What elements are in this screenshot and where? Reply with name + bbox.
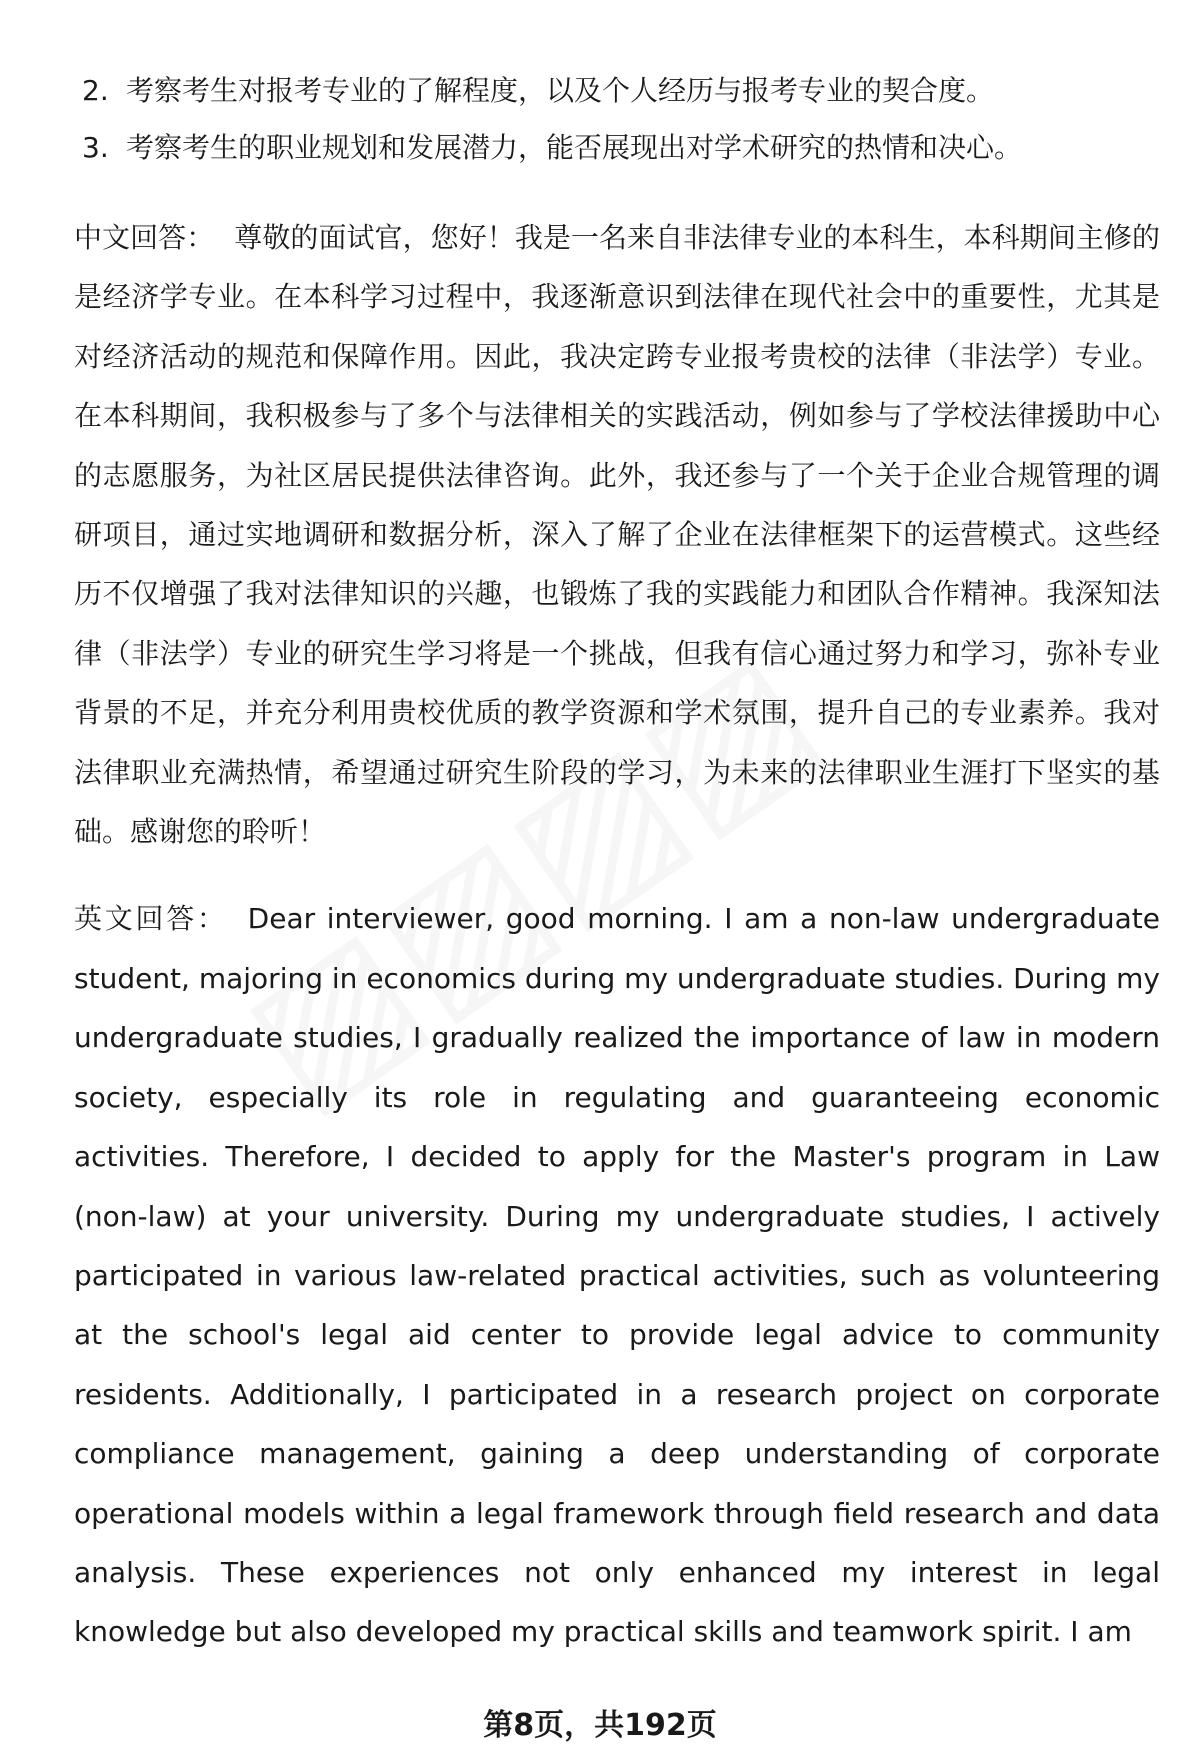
list-item-number: 2. (82, 74, 109, 107)
english-answer-text: Dear interviewer, good morning. I am a non-law undergraduate student, majoring in economics during my undergraduate studies. During my undergraduate studies, I gradually realized the importance of law in modern society, especially its role in regulating and guaranteeing economic activities. Therefore, I decided to apply for the Master's program in Law (non-law) at your university. During my undergraduate studies, I actively participated in various law-related practical activities, such as volunteering at the school's legal aid center to provide legal advice to community residents. Additionally, I participated in a research project on corporate compliance management, gaining a deep understanding of corporate operational models within a legal framework through field research and data analysis. These experiences not only enhanced my interest in legal knowledge but also developed my practical skills and teamwork spirit. I am (74, 902, 1160, 1649)
english-answer-paragraph (74, 889, 1160, 1661)
page-number-footer: 第8页，共192页 (483, 1708, 717, 1743)
criteria-list (74, 62, 1160, 176)
list-item (74, 62, 1160, 119)
list-item-text: 考察考生的职业规划和发展潜力，能否展现出对学术研究的热情和决心。 (126, 131, 1023, 164)
page-content (74, 62, 1160, 1662)
english-answer-label: 英文回答： (74, 902, 228, 936)
list-item (74, 119, 1160, 176)
chinese-answer-paragraph (74, 208, 1160, 861)
list-item-number: 3. (82, 131, 109, 164)
list-item-text: 考察考生对报考专业的了解程度，以及个人经历与报考专业的契合度。 (126, 74, 995, 107)
chinese-answer-text: 尊敬的面试官，您好！我是一名来自非法律专业的本科生，本科期间主修的是经济学专业。在本科学习过程中，我逐渐意识到法律在现代社会中的重要性，尤其是对经济活动的规范和保障作用。因此，我决定跨专业报考贵校的法律（非法学）专业。在本科期间，我积极参与了多个与法律相关的实践活动，例如参与了学校法律援助中心的志愿服务，为社区居民提供法律咨询。此外，我还参与了一个关于企业合规管理的调研项目，通过实地调研和数据分析，深入了解了企业在法律框架下的运营模式。这些经历不仅增强了我对法律知识的兴趣，也锻炼了我的实践能力和团队合作精神。我深知法律（非法学）专业的研究生学习将是一个挑战，但我有信心通过努力和学习，弥补专业背景的不足，并充分利用贵校优质的教学资源和学术氛围，提升自己的专业素养。我对法律职业充满热情，希望通过研究生阶段的学习，为未来的法律职业生涯打下坚实的基础。感谢您的聆听！ (74, 221, 1160, 849)
chinese-answer-label: 中文回答： (74, 221, 215, 254)
